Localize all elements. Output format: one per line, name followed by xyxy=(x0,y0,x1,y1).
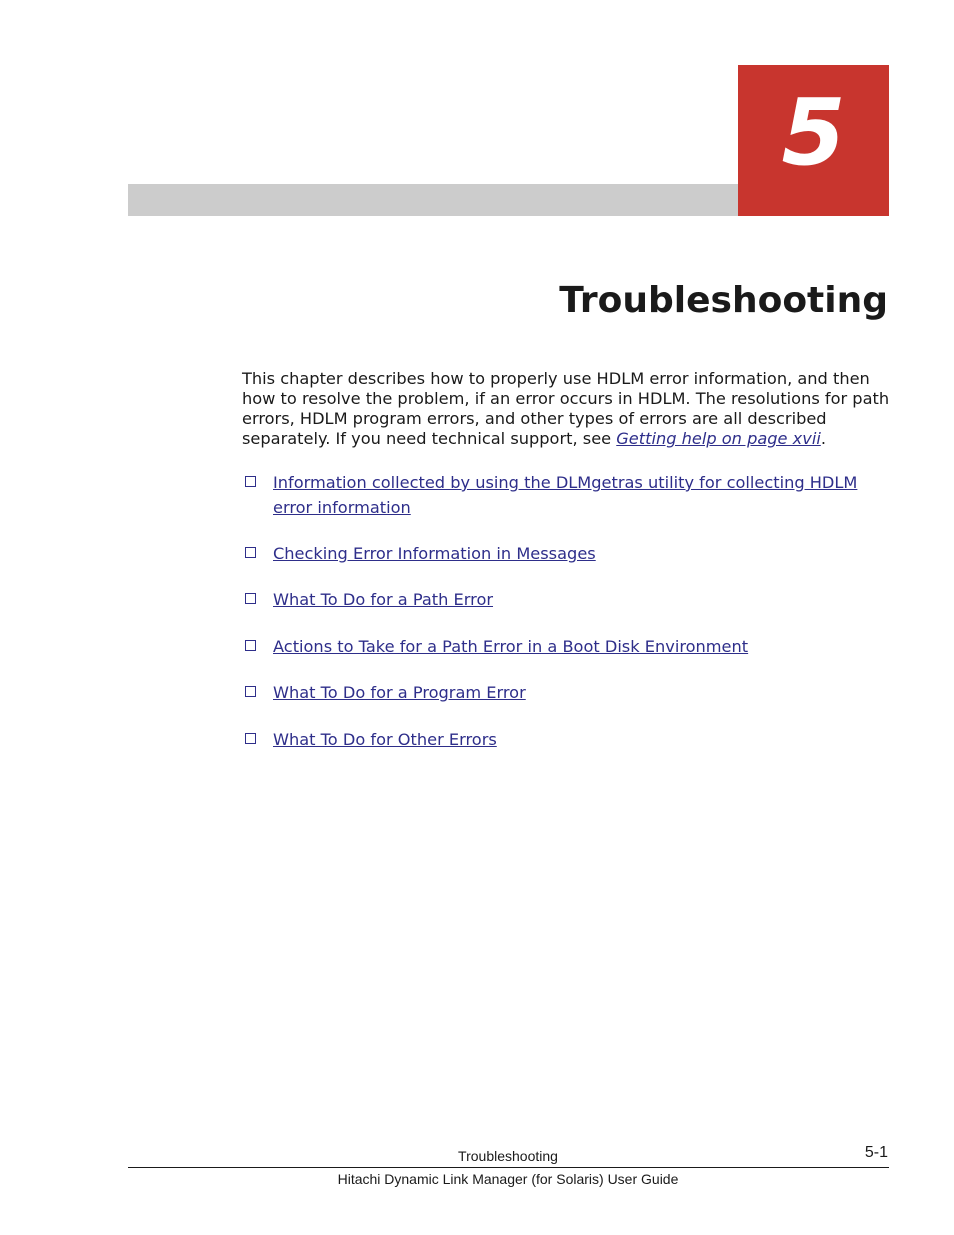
toc-link-dlmgetras-info[interactable]: Information collected by using the DLMgetras utility for collecting HDLM error information xyxy=(273,473,858,517)
square-bullet-icon xyxy=(245,733,256,744)
toc-link-path-error[interactable]: What To Do for a Path Error xyxy=(273,590,494,609)
footer-section-title: Troubleshooting xyxy=(458,1148,558,1164)
square-bullet-icon xyxy=(245,640,256,651)
page-title: Troubleshooting xyxy=(559,280,888,321)
toc-link-boot-disk-path-error[interactable]: Actions to Take for a Path Error in a Boot Disk Environment xyxy=(273,637,749,656)
toc-link-program-error[interactable]: What To Do for a Program Error xyxy=(273,683,526,702)
square-bullet-icon xyxy=(245,593,256,604)
square-bullet-icon xyxy=(245,547,256,558)
getting-help-link[interactable]: Getting help on page xvii xyxy=(616,429,821,448)
square-bullet-icon xyxy=(245,686,256,697)
chapter-number: 5 xyxy=(781,79,846,186)
toc-link-checking-error-information[interactable]: Checking Error Information in Messages xyxy=(273,544,596,563)
chapter-header-bar xyxy=(128,184,740,216)
footer-guide-title: Hitachi Dynamic Link Manager (for Solaris) User Guide xyxy=(337,1171,679,1187)
intro-text: This chapter describes how to properly use HDLM error information, and then how to resolve the problem, if an error occurs in HDLM. The resolutions for path errors, HDLM program errors, and other types of errors are all described separately. If you need technical support, see xyxy=(242,369,890,448)
footer-divider xyxy=(128,1167,889,1168)
square-bullet-icon xyxy=(245,476,256,487)
footer-page-number: 5-1 xyxy=(864,1144,888,1161)
toc-link-other-errors[interactable]: What To Do for Other Errors xyxy=(273,730,497,749)
intro-paragraph xyxy=(242,369,892,449)
chapter-number-box xyxy=(738,65,889,216)
intro-after-link: . xyxy=(820,429,826,448)
